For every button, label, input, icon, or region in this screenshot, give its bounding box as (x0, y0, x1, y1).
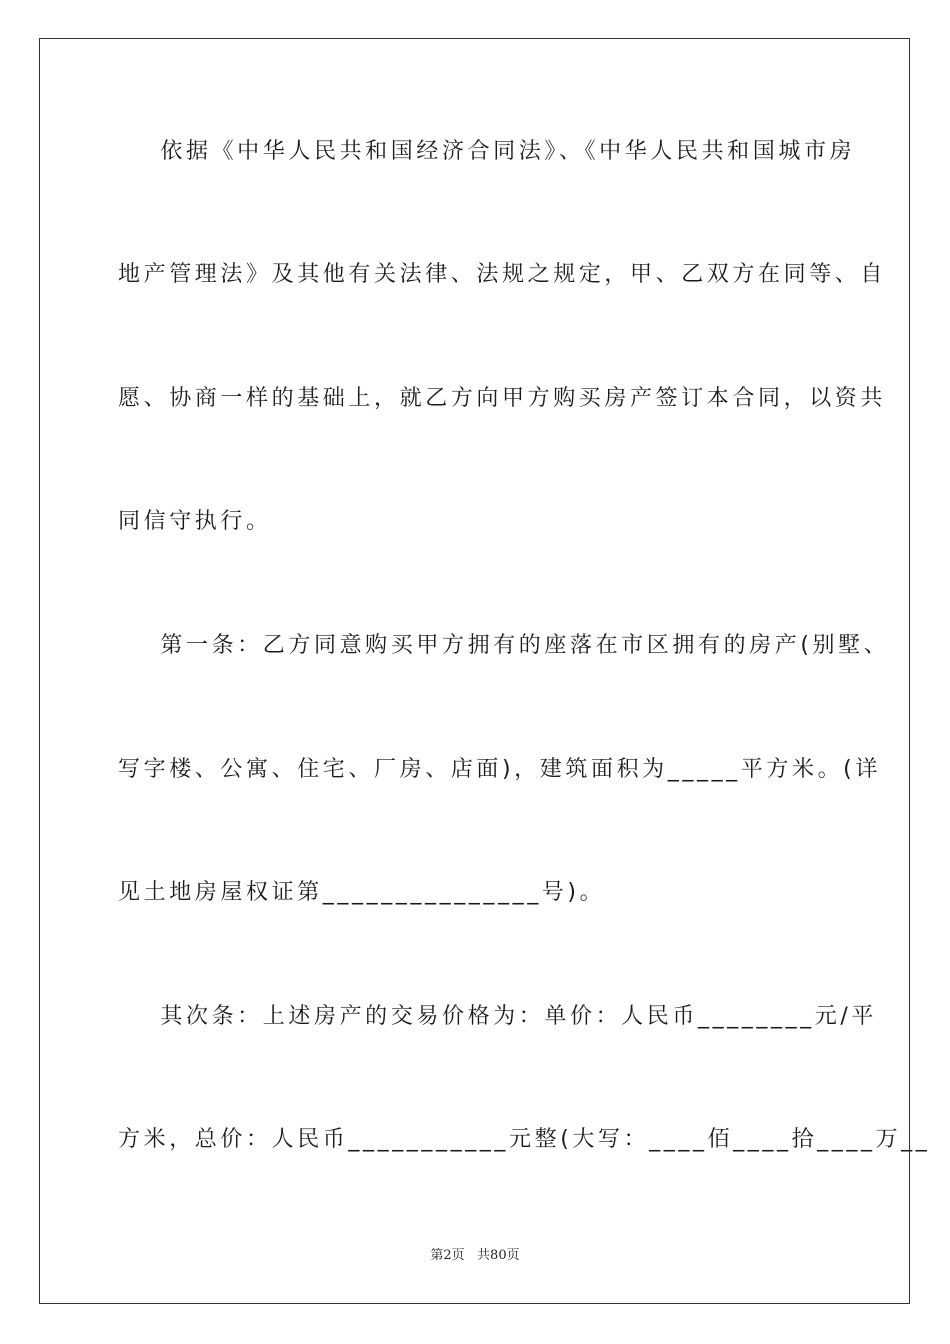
article-1-line-2: 写字楼、公寓、住宅、厂房、店面)，建筑面积为_____平方米。(详 (118, 757, 881, 782)
paragraph-1-line-2: 地产管理法》及其他有关法律、法规之规定，甲、乙双方在同等、自 (118, 262, 887, 287)
paragraph-1-line-4: 同信守执行。 (118, 509, 272, 534)
article-2-line-1: 其次条：上述房产的交易价格为：单价：人民币________元/平 (118, 1004, 877, 1029)
paragraph-1-line-3: 愿、协商一样的基础上，就乙方向甲方购买房产签订本合同，以资共 (118, 386, 887, 411)
article-1-line-1: 第一条：乙方同意购买甲方拥有的座落在市区拥有的房产(别墅、 (118, 633, 890, 658)
article-2-line-2: 方米，总价：人民币___________元整(大写：____佰____拾____万__ (118, 1127, 931, 1152)
article-1-line-3: 见土地房屋权证第_______________号)。 (118, 880, 606, 905)
paragraph-1-line-1: 依据《中华人民共和国经济合同法》、《中华人民共和国城市房 (118, 139, 856, 164)
page-number-footer: 第2页 共80页 (430, 1248, 520, 1263)
page-border (39, 38, 910, 1304)
